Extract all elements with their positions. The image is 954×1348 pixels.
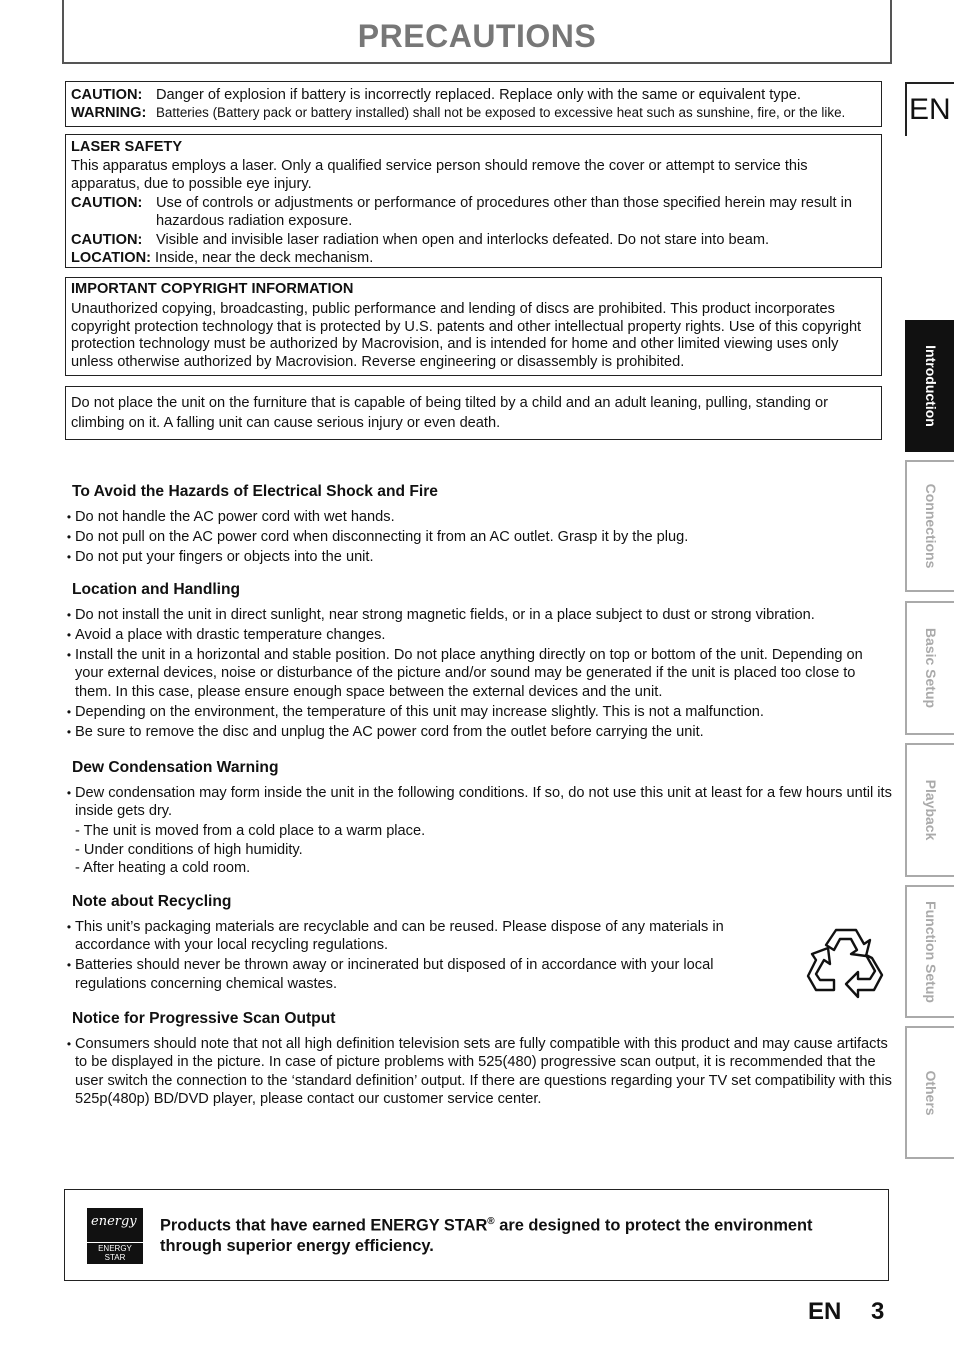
location-label: LOCATION: [71,250,151,266]
caution-label: CAUTION: [71,87,143,103]
section-recycling [63,893,775,995]
list-item: • Be sure to remove the disc and unplug the AC power cord from the outlet before carrying the unit. [66,724,704,741]
list-item: • Do not handle the AC power cord with wet hands. [66,508,395,525]
list-item: • Depending on the environment, the temperature of this unit may increase slightly. This is not a malfunction. [66,704,764,721]
caution-text: Danger of explosion if battery is incorrectly replaced. Replace only with the same or equivalent type. [156,87,801,103]
copyright-text: Unauthorized copying, broadcasting, public performance and lending of discs are prohibited. This product incorporates copyright protection technology that is protected by U.S. patents and other intellectual property rights. Use of this copyright protection technology must be authorized by Macrovision, and is intended for home and other limited viewing uses only unless otherwise authorized by Macrovision. Reverse engineering or disassembly is prohibited. [71,300,862,371]
section-heading: Location and Handling [72,581,241,598]
section-location-handling [63,581,893,743]
sub-item: - Under conditions of high humidity. [75,841,303,858]
recycle-icon [806,922,886,1000]
copyright-box [65,277,882,376]
energy-star-box [64,1189,889,1281]
tab-introduction[interactable]: Introduction [905,320,954,452]
list-item: • This unit’s packaging materials are recyclable and can be reused. Please dispose of any materials in accordance with your local recycling regulations. [66,918,724,954]
laser-heading: LASER SAFETY [71,139,183,155]
title-banner [62,0,892,64]
laser-caution-text-2: Visible and invisible laser radiation when open and interlocks defeated. Do not stare into beam. [156,231,770,248]
section-dew-condensation [63,759,893,878]
section-heading: Dew Condensation Warning [72,759,279,776]
list-item: • Dew condensation may form inside the unit in the following conditions. If so, do not use this unit at least for a few hours until its inside gets dry. [66,784,892,820]
list-item: • Consumers should note that not all high definition television sets are fully compatible with this product and may cause artifacts to be displayed in the picture. In case of picture problems with 525(480) progressive scan output, it is recommended that the user switch the connection to the ‘standard definition’ output. If there are questions regarding your TV set compatibility with this 525p(480p) BD/DVD player, please contact our customer service center. [66,1035,892,1108]
section-progressive-scan [63,1010,893,1110]
sub-item: - The unit is moved from a cold place to a warm place. [75,823,426,840]
tilt-warning-text: Do not place the unit on the furniture that is capable of being tilted by a child and an adult leaning, pulling, standing or climbing on it. A falling unit can cause serious injury or even death. [71,395,828,431]
list-item: • Do not pull on the AC power cord when disconnecting it from an AC outlet. Grasp it by the plug. [66,528,689,545]
laser-caution-label-1: CAUTION: [71,194,143,211]
tab-connections[interactable]: Connections [905,460,954,592]
tab-basic-setup[interactable]: Basic Setup [905,601,954,735]
list-item: • Batteries should never be thrown away or incinerated but disposed of in accordance with your local regulations concerning chemical wastes. [66,957,714,992]
tab-playback[interactable]: Playback [905,743,954,877]
language-indicator: EN [905,82,954,136]
energy-star-logo: energy ENERGY STAR [87,1208,143,1264]
warning-label: WARNING: [71,105,147,121]
page-number: 3 [871,1298,885,1325]
laser-safety-box [65,134,882,268]
laser-intro: This apparatus employs a laser. Only a qualified service person should remove the cover or attempt to service this apparatus, due to possible eye injury. [71,157,808,192]
tab-function-setup[interactable]: Function Setup [905,885,954,1018]
energy-star-text: Products that have earned ENERGY STAR® are designed to protect the environment through superior energy efficiency. [160,1216,813,1255]
list-item: • Avoid a place with drastic temperature changes. [66,626,386,643]
section-electrical-shock [63,483,893,568]
laser-caution-label-2: CAUTION: [71,231,143,248]
battery-warning-box [65,81,882,127]
laser-caution-text-1: Use of controls or adjustments or performance of procedures other than those specified herein may result in hazardous radiation exposure. [156,194,852,229]
page-title: PRECAUTIONS [357,18,597,54]
list-item: • Do not install the unit in direct sunlight, near strong magnetic fields, or in a place subject to dust or strong vibration. [66,606,815,623]
tilt-warning-box [65,386,882,440]
tab-others[interactable]: Others [905,1026,954,1159]
sub-item: - After heating a cold room. [75,860,251,877]
section-heading: Note about Recycling [72,893,232,910]
footer-language: EN [808,1298,842,1325]
list-item: • Do not put your fingers or objects into the unit. [66,548,374,565]
location-text: Inside, near the deck mechanism. [155,250,374,266]
section-heading: Notice for Progressive Scan Output [72,1010,336,1027]
list-item: • Install the unit in a horizontal and stable position. Do not place anything directly on top or bottom of the unit. Depending on your external devices, noise or disturbance of the picture and/or sound may be generated if the unit is placed too close to them. In this case, please ensure enough space between the external devices and the unit. [66,646,863,700]
copyright-heading: IMPORTANT COPYRIGHT INFORMATION [71,281,354,297]
section-heading: To Avoid the Hazards of Electrical Shock and Fire [72,483,438,500]
warning-text: Batteries (Battery pack or battery installed) shall not be exposed to excessive heat such as sunshine, fire, or the like. [156,105,846,120]
